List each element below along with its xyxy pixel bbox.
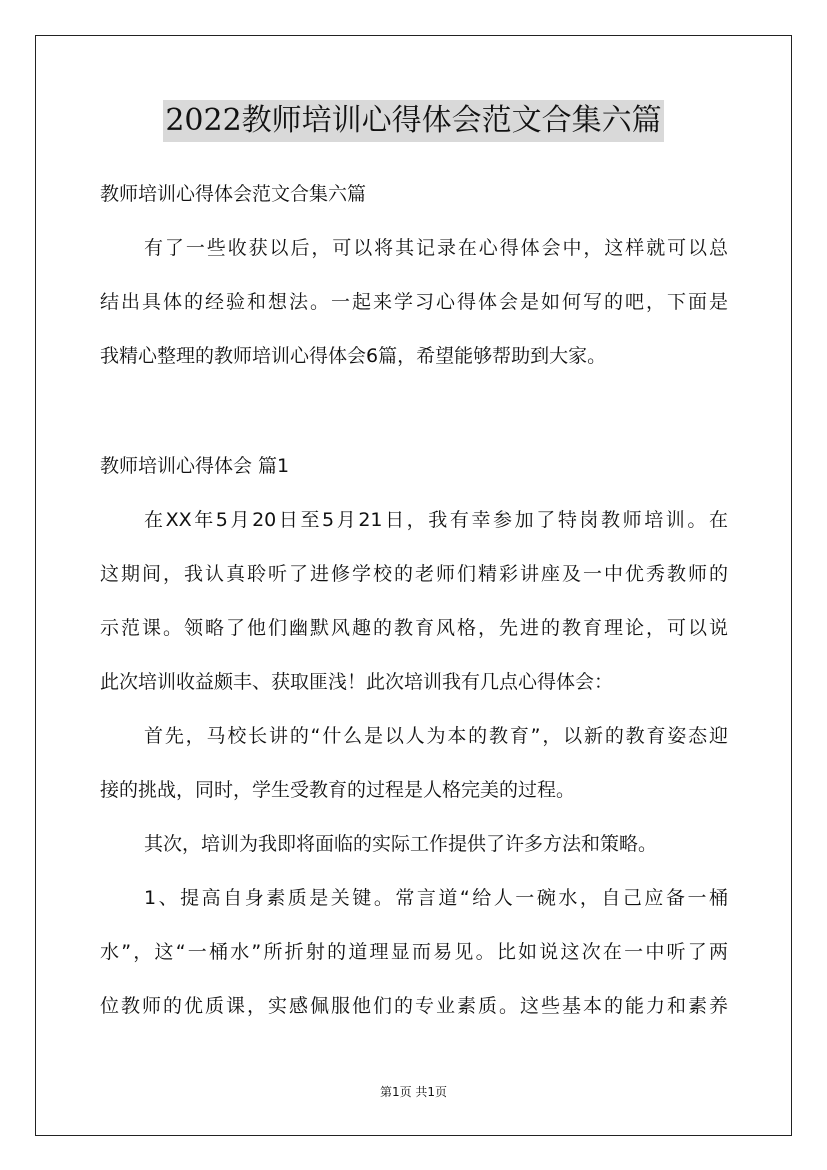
page-footer: 第1页 共1页 [379, 1085, 448, 1099]
title-container [0, 100, 827, 142]
paragraph-line: 其次，培训为我即将面临的实际工作提供了许多方法和策略。 [144, 833, 658, 855]
paragraph-line: 示范课。领略了他们幽默风趣的教育风格，先进的教育理论，可以说 [100, 617, 728, 639]
section-heading: 教师培训心得体会 篇1 [100, 455, 290, 477]
paragraph-line: 在XX年5月20日至5月21日，我有幸参加了特岗教师培训。在 [144, 509, 728, 531]
paragraph-line: 位教师的优质课，实感佩服他们的专业素质。这些基本的能力和素养 [100, 995, 728, 1017]
paragraph-line: 我精心整理的教师培训心得体会6篇，希望能够帮助到大家。 [100, 345, 607, 367]
section-heading: 教师培训心得体会范文合集六篇 [100, 183, 367, 205]
paragraph-line: 此次培训收益颇丰、获取匪浅！此次培训我有几点心得体会： [100, 671, 614, 693]
paragraph-line: 首先，马校长讲的“什么是以人为本的教育”，以新的教育姿态迎 [144, 725, 728, 747]
paragraph-line: 水”，这“一桶水”所折射的道理显而易见。比如说这次在一中听了两 [100, 941, 728, 963]
paragraph-line: 结出具体的经验和想法。一起来学习心得体会是如何写的吧，下面是 [100, 291, 728, 313]
paragraph-line: 1、提高自身素质是关键。常言道“给人一碗水，自己应备一桶 [144, 887, 728, 909]
paragraph-line: 这期间，我认真聆听了进修学校的老师们精彩讲座及一中优秀教师的 [100, 563, 728, 585]
paragraph-line: 有了一些收获以后，可以将其记录在心得体会中，这样就可以总 [144, 237, 728, 259]
document-title: 2022教师培训心得体会范文合集六篇 [163, 100, 663, 142]
paragraph-line: 接的挑战，同时，学生受教育的过程是人格完美的过程。 [100, 779, 576, 801]
